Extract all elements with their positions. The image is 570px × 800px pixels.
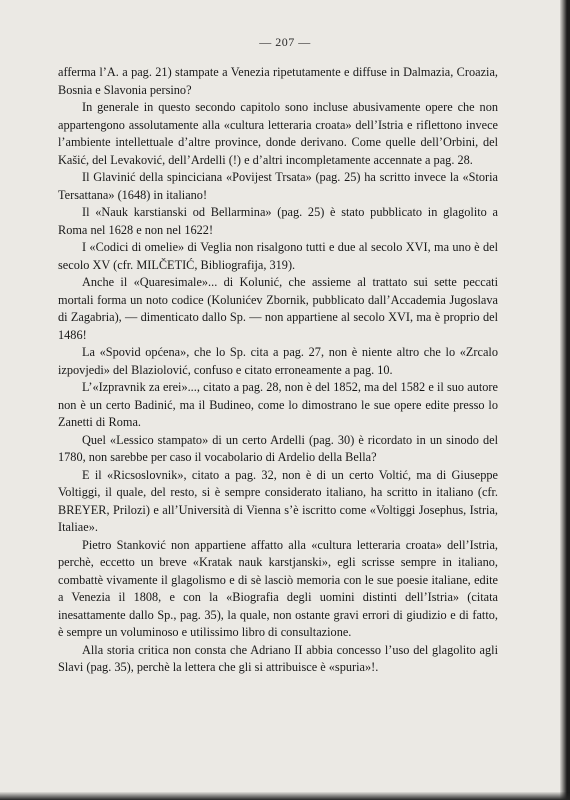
page-edge-shadow-right xyxy=(560,0,570,800)
paragraph-ricsoslovnik: E il «Ricsoslovnik», citato a pag. 32, non è di un certo Voltić, ma di Giuseppe Voltiggi, il quale, del resto, si è sempre considerato italiano, ha scritto in italiano (cfr. BREYER, Prilozi) e all’Università di Vienna s’è iscritto come «Voltiggi Josephus, Istria, Italiae». xyxy=(58,467,498,534)
paragraph-codici-omelie: I «Codici di omelie» di Veglia non risalgono tutti e due al secolo XVI, ma uno è del secolo XV (cfr. MILČETIĆ, Bibliografija, 319). xyxy=(58,240,498,272)
paragraph-continuation: afferma l’A. a pag. 21) stampate a Venezia ripetutamente e diffuse in Dalmazia, Croazia, Bosnia e Slavonia persino? xyxy=(58,65,498,97)
page-edge-shadow-bottom xyxy=(0,792,570,800)
paragraph-izpravnik: L’«Izpravnik za erei»..., citato a pag. 28, non è del 1852, ma del 1582 e il suo autore non è un certo Badinić, ma il Budineo, come lo dimostrano le sue opere edite presso lo Zanetti di Roma. xyxy=(58,380,498,429)
paragraph-stankovic: Pietro Stanković non appartiene affatto alla «cultura letteraria croata» dell’Istria, perchè, eccetto un breve «Kratak nauk karstjanski», egli scrisse sempre in italiano, combattè vivamente il glagolismo e di sè lasciò memoria con le sue poesie italiane, edite a Venezia il 1808, e con la «Biografia degli uomini distinti dell’Istria» (citata inesattamente dallo Sp., pag. 35), la quale, non ostante gravi errori di giudizio e di fatto, è sempre un voluminoso e utilissimo libro di consultazione. xyxy=(58,537,498,639)
paragraph-lessico: Quel «Lessico stampato» di un certo Ardelli (pag. 30) è ricordato in un sinodo del 1780, non sarebbe per caso il vocabolario di Ardelio della Bella? xyxy=(58,432,498,464)
paragraph-nauk-karstianski: Il «Nauk karstianski od Bellarmina» (pag. 25) è stato pubblicato in glagolito a Roma nel 1628 e non nel 1622! xyxy=(58,205,498,237)
paragraph-quaresimale: Anche il «Quaresimale»... di Kolunić, che assieme al trattato sui sette peccati mortali forma un noto codice (Kolunićev Zbornik, pubblicato dall’Accademia Jugoslava di Zagabria), — dimenticato dallo Sp. — non appartiene al secolo XVI, ma è proprio del 1486! xyxy=(58,275,498,342)
body-text xyxy=(58,64,498,677)
page-number: — 207 — xyxy=(259,35,311,49)
paragraph-spovid-opcena: La «Spovid općena», che lo Sp. cita a pag. 27, non è niente altro che lo «Zrcalo izpovjedi» del Blaziolović, confuso e citato erroneamente a pag. 10. xyxy=(58,345,498,377)
paragraph-secondo-capitolo: In generale in questo secondo capitolo sono incluse abusivamente opere che non appartengono assolutamente alla «cultura letteraria croata» dell’Istria e riflettono invece l’ambiente intellettuale d’altre province, donde derivano. Come quelle dell’Orbini, del Kašić, del Levaković, dell’Ardelli (!) e d’altri incompletamente accennate a pag. 28. xyxy=(58,100,498,167)
paragraph-glavinic: Il Glavinić della spinciciana «Povijest Trsata» (pag. 25) ha scritto invece la «Storia Tersattana» (1648) in italiano! xyxy=(58,170,498,202)
paragraph-adriano: Alla storia critica non consta che Adriano II abbia concesso l’uso del glagolito agli Slavi (pag. 35), perchè la lettera che gli si attribuisce è «spuria»!. xyxy=(58,642,498,674)
